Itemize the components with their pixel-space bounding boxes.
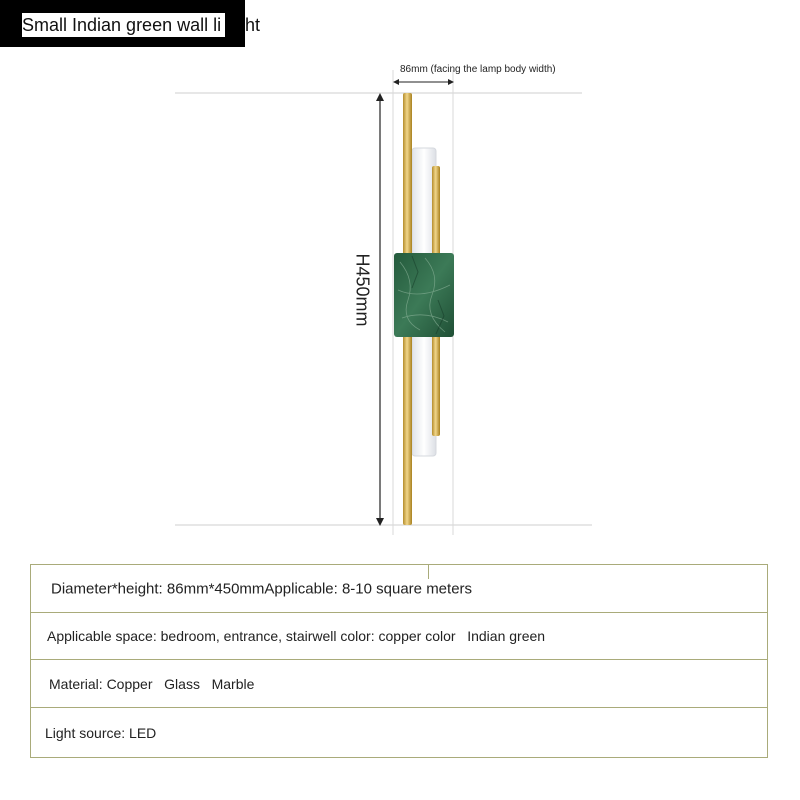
- spec-row-size: [31, 565, 767, 613]
- spec-row-space: [31, 613, 767, 660]
- width-dimension-label: 86mm (facing the lamp body width): [400, 64, 556, 75]
- product-title-tail: ht: [245, 15, 261, 35]
- spec-row-material: [31, 660, 767, 708]
- spec-space-text: Applicable space: bedroom, entrance, stairwell color: copper color Indian green: [47, 628, 546, 644]
- spec-row-light-source: [31, 708, 767, 758]
- width-arrow-left-head: [393, 79, 399, 85]
- height-dimension-label: H450mm: [352, 253, 373, 327]
- spec-table: [30, 564, 768, 758]
- product-title: Small Indian green wall li: [22, 13, 225, 37]
- spec-material-text: Material: Copper Glass Marble: [49, 675, 255, 692]
- spec-light-source-text: Light source: LED: [45, 725, 157, 741]
- row-divider-stub: [428, 565, 429, 579]
- spec-size-text: Diameter*height: 86mm*450mmApplicable: 8-10 square meters: [51, 580, 473, 597]
- height-arrow-top-head: [376, 93, 384, 101]
